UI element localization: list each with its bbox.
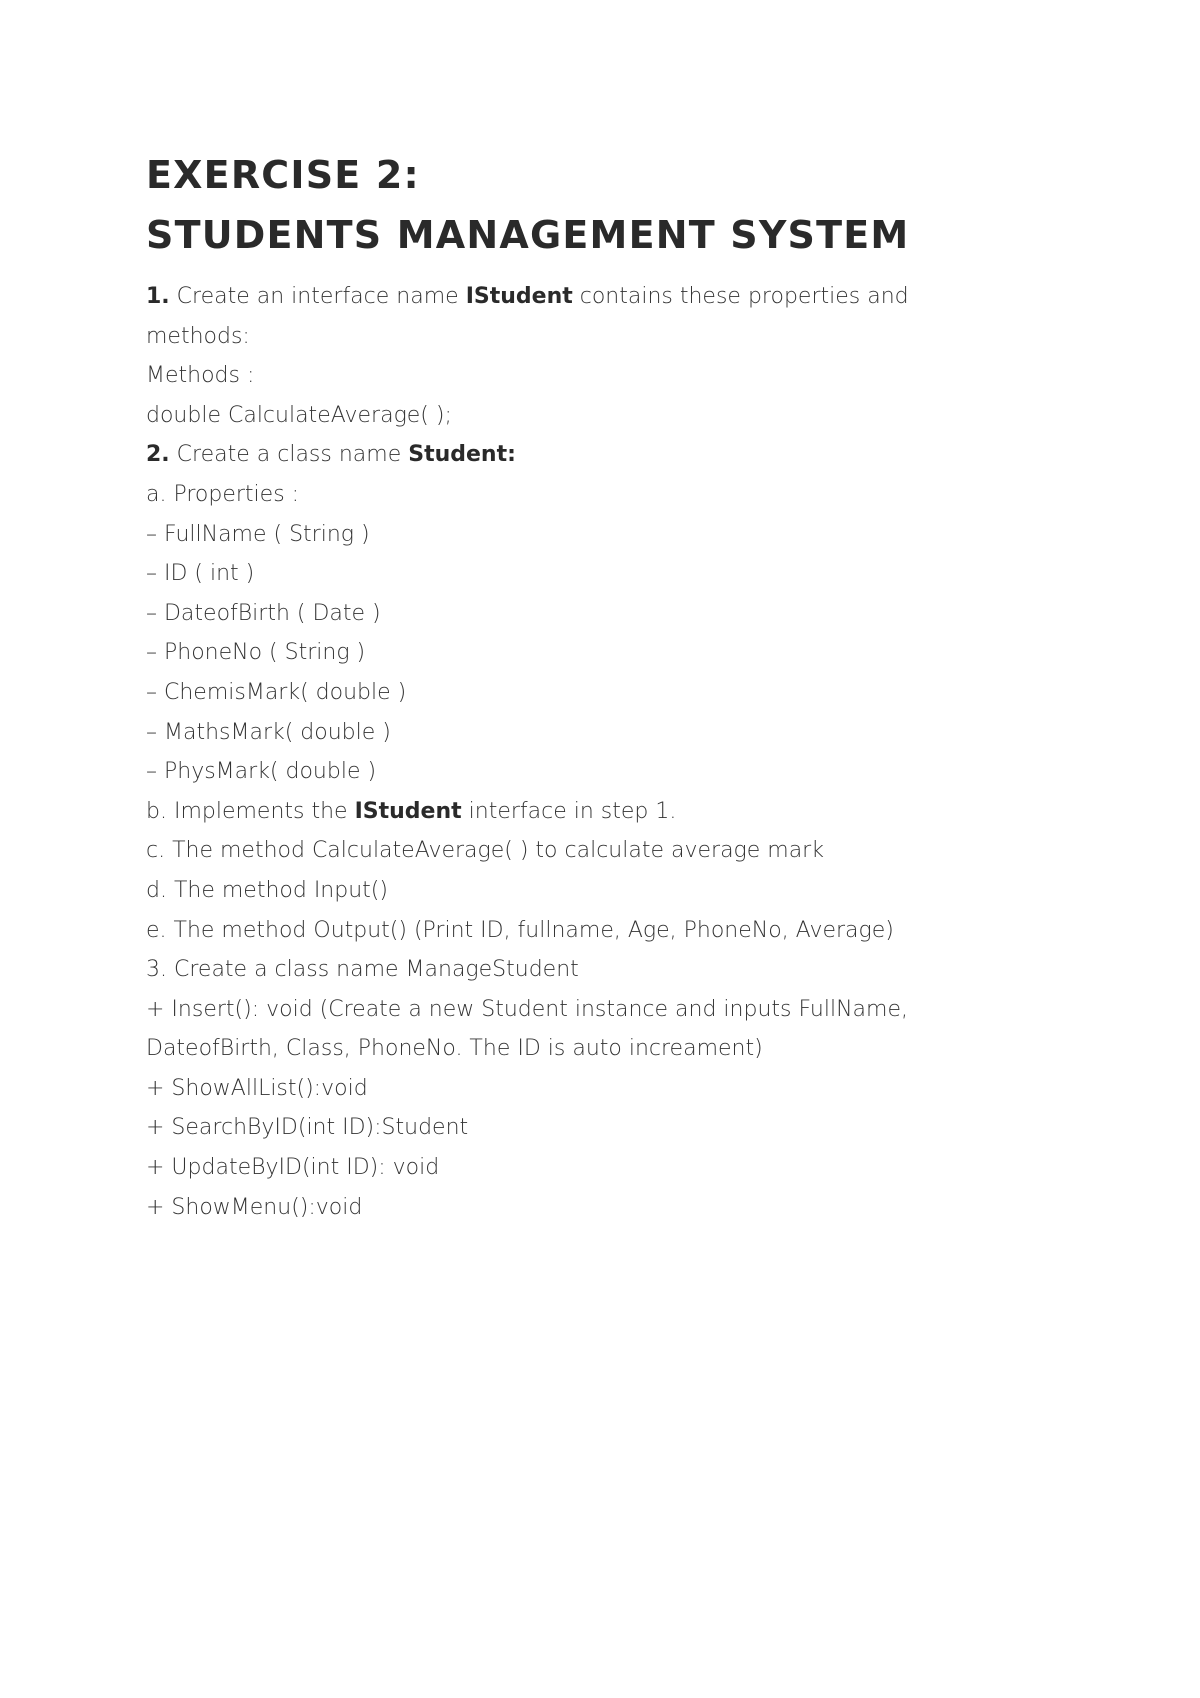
item-c: c. The method CalculateAverage( ) to calculate average mark (146, 838, 824, 864)
item-b (146, 792, 1086, 832)
item-e: e. The method Output() (Print ID, fullname, Age, PhoneNo, Average) (146, 917, 894, 943)
q1-interface-name: IStudent (465, 284, 573, 309)
property-item: – ID ( int ) (146, 561, 255, 587)
manage-method-item: + ShowMenu():void (146, 1194, 363, 1220)
manage-method-item: + ShowAllList():void (146, 1075, 368, 1101)
property-item: – ChemisMark( double ) (146, 679, 407, 705)
methods-label: Methods : (146, 363, 255, 389)
property-item: – DateofBirth ( Date ) (146, 600, 381, 626)
insert-line-2: DateofBirth, Class, PhoneNo. The ID is auto increament) (146, 1036, 763, 1062)
document-page (146, 145, 1086, 1227)
q2-line (146, 435, 1086, 475)
item-b-text-a: b. Implements the (146, 798, 355, 824)
manage-method-item: + UpdateByID(int ID): void (146, 1155, 440, 1181)
item-b-text-b: interface in step 1. (461, 798, 677, 824)
q1-continuation: methods: (146, 323, 250, 349)
item-b-interface-name: IStudent (354, 798, 462, 824)
q1-text-a: Create an interface name (169, 284, 466, 309)
q1-number: 1. (146, 284, 170, 309)
insert-line-1: + Insert(): void (Create a new Student instance and inputs FullName, (146, 996, 908, 1022)
property-item: – PhoneNo ( String ) (146, 640, 366, 666)
q3-line: 3. Create a class name ManageStudent (146, 957, 579, 983)
method-signature: double CalculateAverage( ); (146, 402, 452, 428)
manage-method-item: + SearchByID(int ID):Student (146, 1115, 469, 1141)
item-d: d. The method Input() (146, 877, 388, 903)
q1-text-b: contains these properties and (572, 284, 909, 309)
title-line-1: EXERCISE 2: (146, 153, 420, 197)
q2-number: 2. (146, 442, 170, 468)
property-item: – MathsMark( double ) (146, 719, 391, 745)
property-item: – PhysMark( double ) (146, 759, 377, 785)
q2-class-name: Student: (408, 442, 516, 468)
document-title (146, 145, 1086, 265)
title-line-2: STUDENTS MANAGEMENT SYSTEM (146, 213, 910, 257)
properties-label: a. Properties : (146, 481, 300, 507)
q2-text-a: Create a class name (169, 442, 409, 468)
property-item: – FullName ( String ) (146, 521, 370, 547)
q1-line (146, 277, 1086, 317)
document-body (146, 277, 1086, 1227)
